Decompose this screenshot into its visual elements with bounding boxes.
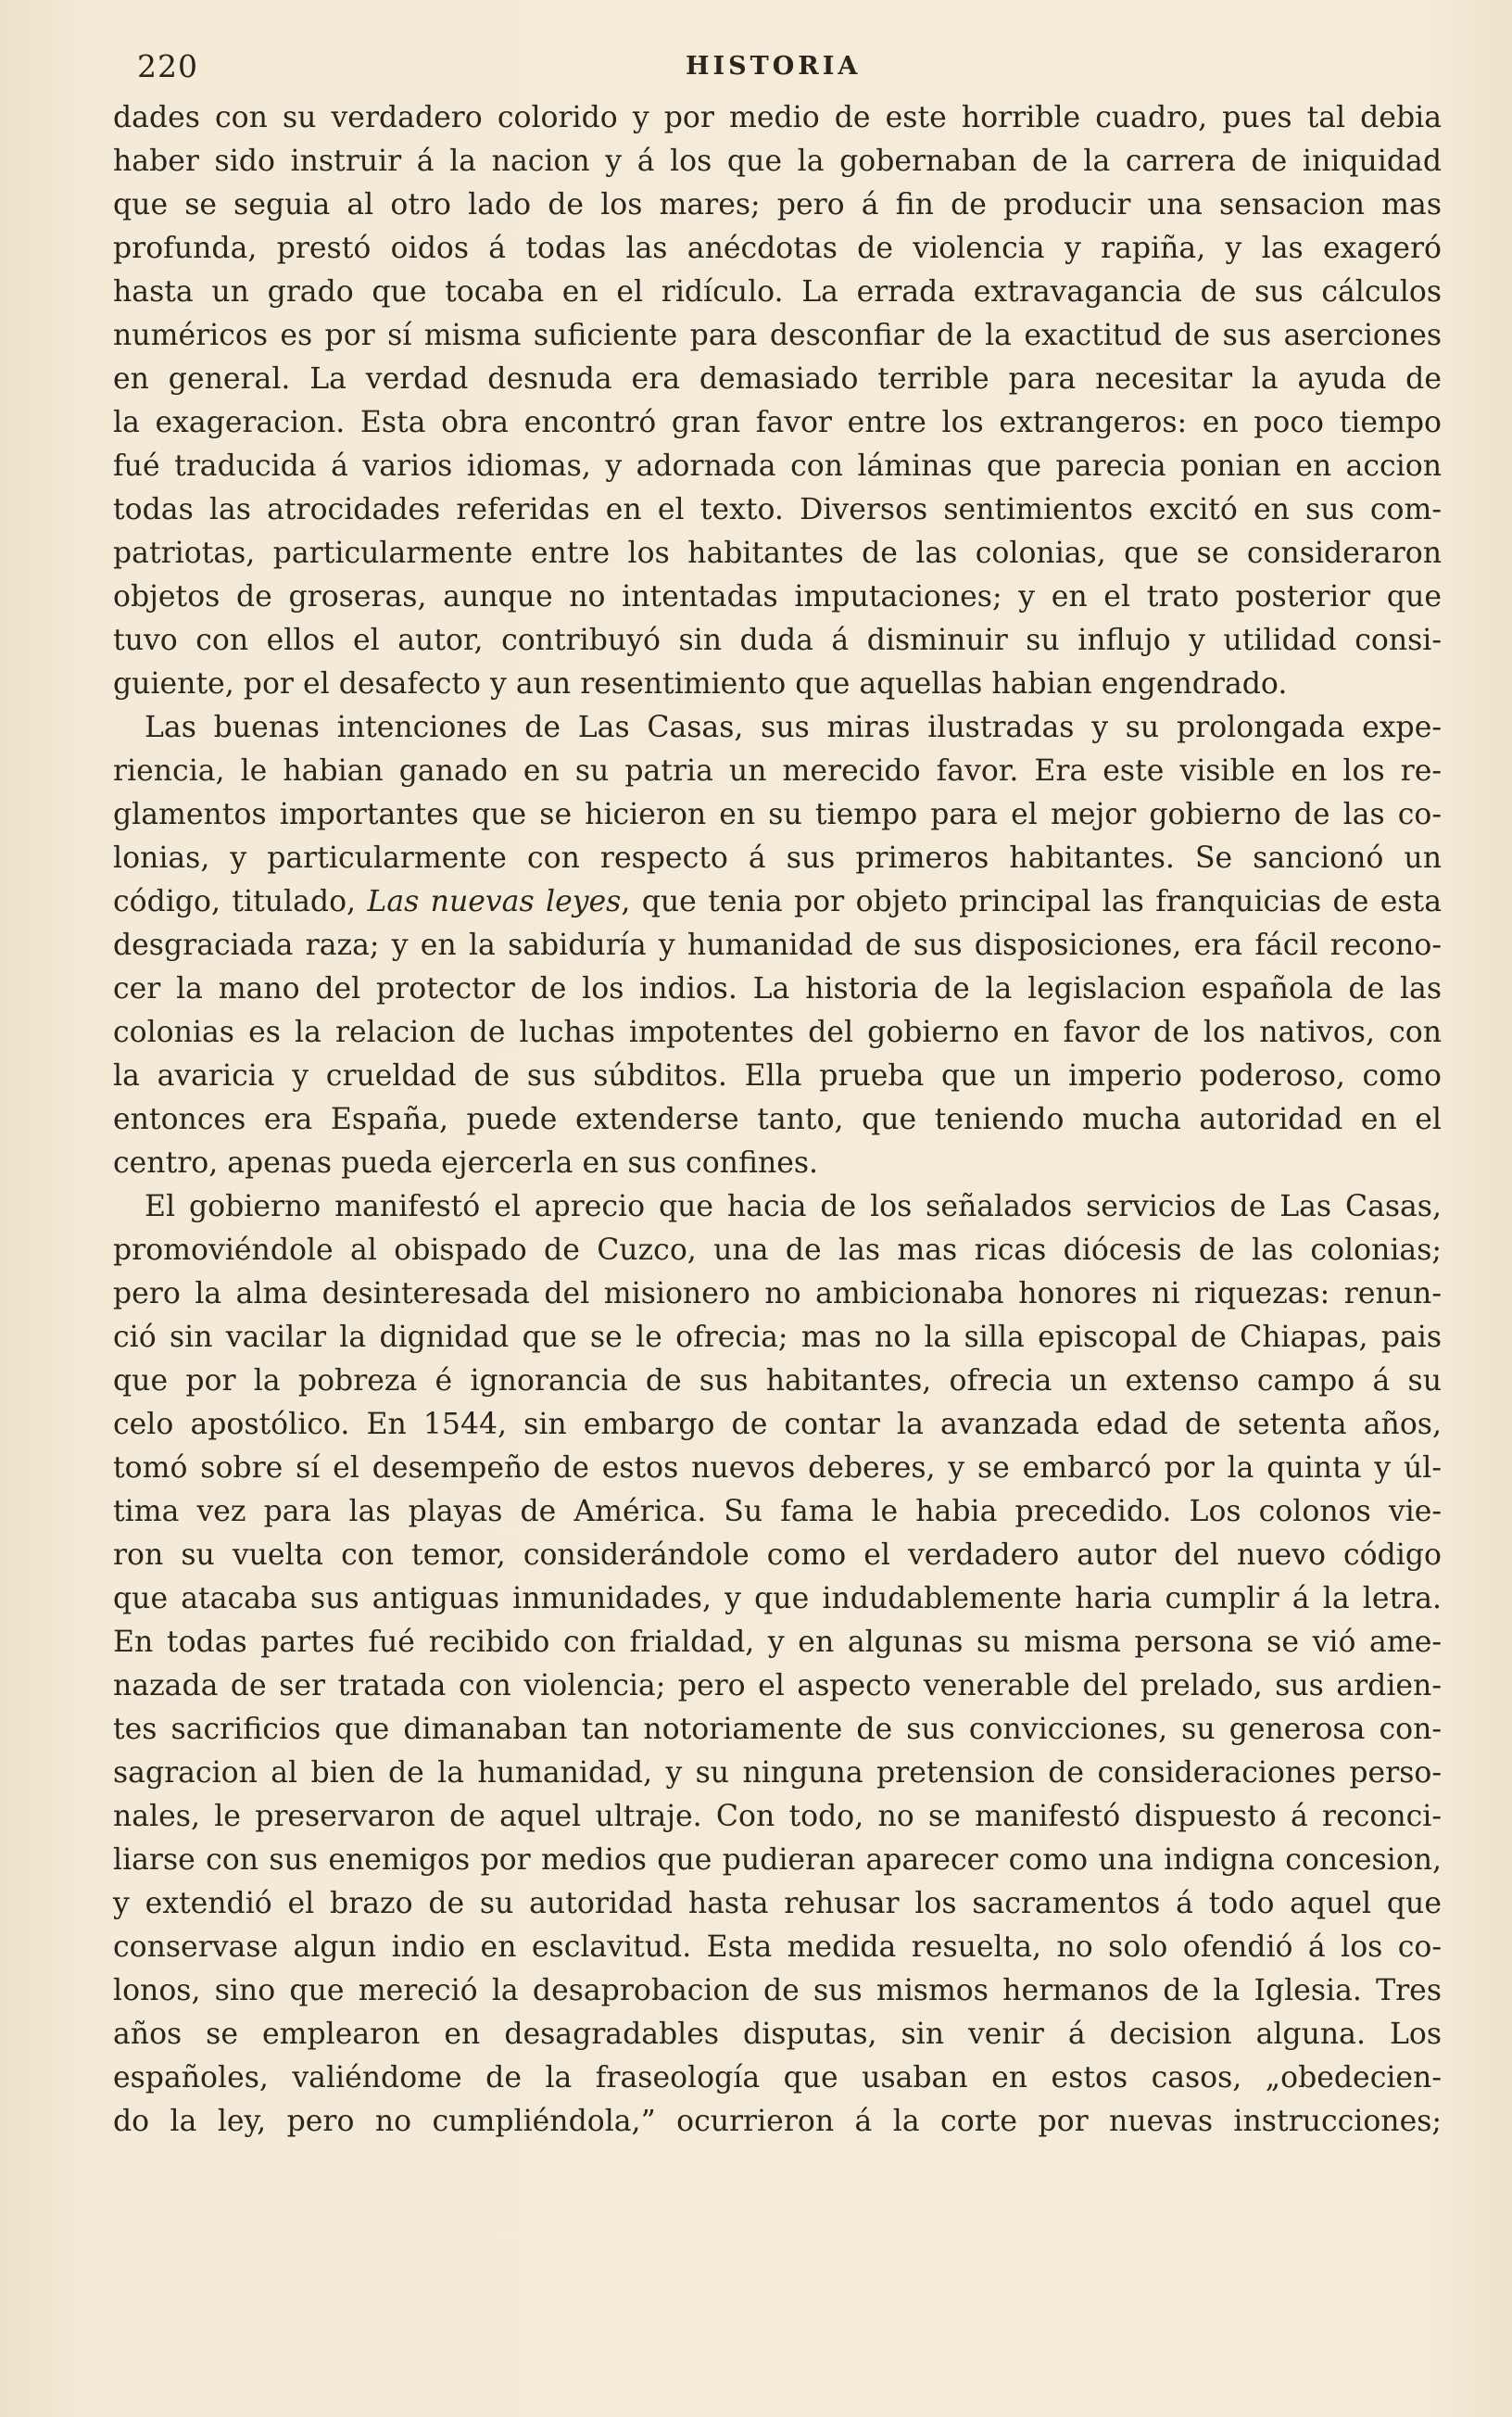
text-line: tomó sobre sí el desempeño de estos nuevos deberes, y se embarcó por la quinta y úl- (113, 1451, 1442, 1485)
text-line: fué traducida á varios idiomas, y adornada con láminas que parecia ponian en accion (113, 449, 1442, 483)
text-line: que por la pobreza é ignorancia de sus habitantes, ofrecia un extenso campo á su (113, 1364, 1442, 1398)
text-line: tes sacrificios que dimanaban tan notoriamente de sus convicciones, su generosa con- (113, 1713, 1442, 1746)
text-line: hasta un grado que tocaba en el ridículo. La errada extravagancia de sus cálculos (113, 275, 1442, 309)
text-line-segment: , que tenia por objeto principal las franquicias de esta (621, 885, 1442, 918)
text-line: objetos de groseras, aunque no intentadas imputaciones; y en el trato posterior que (113, 580, 1442, 614)
text-line: sagracion al bien de la humanidad, y su ninguna pretension de consideraciones perso- (113, 1756, 1442, 1790)
text-line: celo apostólico. En 1544, sin embargo de contar la avanzada edad de setenta años, (113, 1408, 1442, 1441)
text-line: en general. La verdad desnuda era demasiado terrible para necesitar la ayuda de (113, 362, 1442, 396)
text-line: El gobierno manifestó el aprecio que hacia de los señalados servicios de Las Casas, (145, 1190, 1442, 1223)
text-line: haber sido instruir á la nacion y á los que la gobernaban de la carrera de iniquidad (113, 145, 1442, 178)
text-line: do la ley, pero no cumpliéndola,” ocurrieron á la corte por nuevas instrucciones; (113, 2105, 1442, 2138)
text-line: tima vez para las playas de América. Su fama le habia precedido. Los colonos vie- (113, 1495, 1442, 1528)
text-line: todas las atrocidades referidas en el texto. Diversos sentimientos excitó en sus com- (113, 493, 1442, 526)
text-line: glamentos importantes que se hicieron en su tiempo para el mejor gobierno de las co- (113, 798, 1442, 831)
text-line: guiente, por el desafecto y aun resentimiento que aquellas habian engendrado. (113, 667, 1288, 701)
text-line: liarse con sus enemigos por medios que pudieran aparecer como una indigna concesion, (113, 1843, 1442, 1877)
text-line-segment: código, titulado, (113, 885, 368, 918)
text-line: cer la mano del protector de los indios. La historia de la legislacion española de las (113, 972, 1442, 1006)
text-line: que se seguia al otro lado de los mares; pero á fin de producir una sensacion mas (113, 188, 1442, 221)
running-head: HISTORIA (686, 52, 862, 81)
text-line: entonces era España, puede extenderse tanto, que teniendo mucha autoridad en el (113, 1103, 1442, 1136)
page-number: 220 (137, 48, 198, 84)
page-header (0, 48, 1512, 95)
text-line: pero la alma desinteresada del misionero no ambicionaba honores ni riquezas: renun- (113, 1277, 1442, 1310)
text-line: la exageracion. Esta obra encontró gran favor entre los extrangeros: en poco tiempo (113, 406, 1442, 439)
text-line: En todas partes fué recibido con frialdad, y en algunas su misma persona se vió ame- (113, 1626, 1442, 1659)
text-line: y extendió el brazo de su autoridad hasta rehusar los sacramentos á todo aquel que (113, 1887, 1442, 1920)
text-line: profunda, prestó oidos á todas las anécdotas de violencia y rapiña, y las exageró (113, 232, 1442, 265)
text-line: nazada de ser tratada con violencia; pero el aspecto venerable del prelado, sus ardien- (113, 1669, 1442, 1702)
italic-title: Las nuevas leyes (367, 885, 622, 918)
text-line: años se emplearon en desagradables disputas, sin venir á decision alguna. Los (113, 2018, 1442, 2051)
body-text (113, 96, 1442, 2144)
text-line: Las buenas intenciones de Las Casas, sus miras ilustradas y su prolongada expe- (145, 711, 1442, 744)
text-line: que atacaba sus antiguas inmunidades, y que indudablemente haria cumplir á la letra. (113, 1582, 1442, 1615)
text-line: numéricos es por sí misma suficiente para desconfiar de la exactitud de sus aserciones (113, 319, 1442, 352)
text-line: españoles, valiéndome de la fraseología que usaban en estos casos, „obedecien- (113, 2061, 1442, 2094)
text-line: patriotas, particularmente entre los habitantes de las colonias, que se consideraron (113, 537, 1442, 570)
text-line: tuvo con ellos el autor, contribuyó sin duda á disminuir su influjo y utilidad consi- (113, 624, 1442, 657)
text-line: centro, apenas pueda ejercerla en sus confines. (113, 1146, 819, 1180)
text-line: ron su vuelta con temor, considerándole como el verdadero autor del nuevo código (113, 1538, 1442, 1572)
text-line: dades con su verdadero colorido y por medio de este horrible cuadro, pues tal debia (113, 101, 1442, 134)
text-line: lonias, y particularmente con respecto á sus primeros habitantes. Se sancionó un (113, 842, 1442, 875)
text-line: lonos, sino que mereció la desaprobacion de sus mismos hermanos de la Iglesia. Tres (113, 1974, 1442, 2007)
text-line: nales, le preservaron de aquel ultraje. Con todo, no se manifestó dispuesto á reconci- (113, 1800, 1442, 1833)
text-line: conservase algun indio en esclavitud. Esta medida resuelta, no solo ofendió á los co- (113, 1930, 1442, 1964)
text-line: riencia, le habian ganado en su patria un merecido favor. Era este visible en los re- (113, 754, 1442, 788)
text-line: ció sin vacilar la dignidad que se le ofrecia; mas no la silla episcopal de Chiapas, pais (113, 1321, 1442, 1354)
text-line: la avaricia y crueldad de sus súbditos. Ella prueba que un imperio poderoso, como (113, 1059, 1442, 1093)
text-line: colonias es la relacion de luchas impotentes del gobierno en favor de los nativos, con (113, 1016, 1442, 1049)
text-line (113, 880, 1442, 924)
text-line: desgraciada raza; y en la sabiduría y humanidad de sus disposiciones, era fácil recono- (113, 929, 1442, 962)
text-line: promoviéndole al obispado de Cuzco, una de las mas ricas diócesis de las colonias; (113, 1234, 1442, 1267)
